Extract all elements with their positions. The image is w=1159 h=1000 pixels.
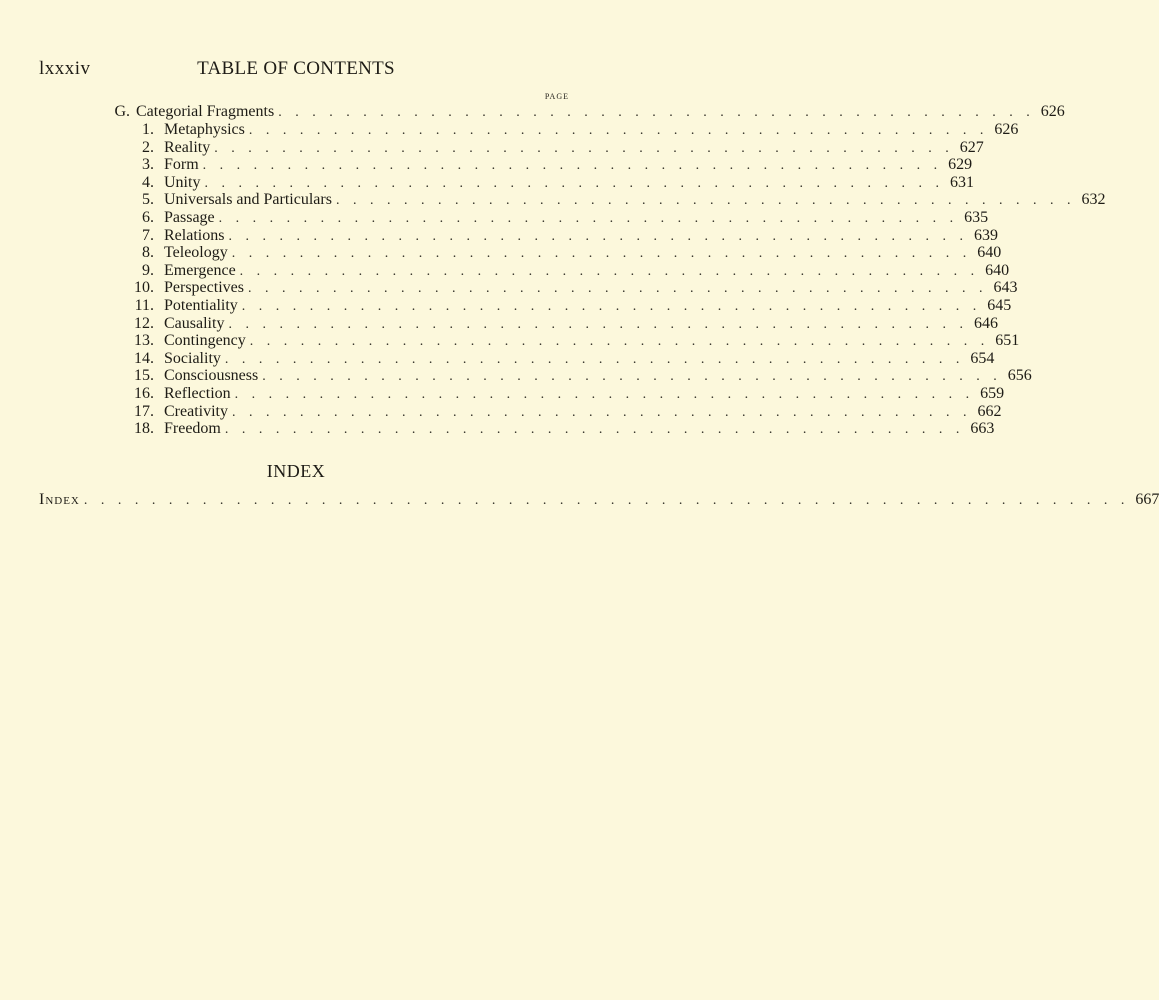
dot-leader: . . . . . . . . . . . . . . . . . . . . . . . . . . . . . . . . . . . . . . . . . . . . — [228, 316, 968, 332]
toc-item[interactable] — [108, 332, 1020, 350]
toc-item[interactable] — [108, 297, 1012, 315]
dot-leader: . . . . . . . . . . . . . . . . . . . . . . . . . . . . . . . . . . . . . . . . . . . . . — [278, 105, 1035, 120]
toc-item-number: 15. — [134, 367, 154, 385]
section-number: G. — [114, 103, 130, 120]
toc-item-number: 10. — [134, 279, 154, 297]
dot-leader: . . . . . . . . . . . . . . . . . . . . . . . . . . . . . . . . . . . . . . . . . . . . — [224, 351, 965, 367]
dot-leader: . . . . . . . . . . . . . . . . . . . . . . . . . . . . . . . . . . . . . . . . . . . . — [214, 140, 954, 156]
toc-item-number: 18. — [134, 420, 154, 438]
toc-item-page: 627 — [959, 138, 984, 156]
dot-leader: . . . . . . . . . . . . . . . . . . . . . . . . . . . . . . . . . . . . . . . . . . . . — [234, 387, 975, 402]
toc-item[interactable] — [108, 402, 1002, 421]
dot-leader: . . . . . . . . . . . . . . . . . . . . . . . . . . . . . . . . . . . . . . . . . . . . — [335, 193, 1076, 209]
toc-item-page: 659 — [980, 385, 1005, 402]
section-title: Categorial Fragments — [136, 103, 275, 120]
toc-item-page: 662 — [977, 402, 1002, 420]
page-column-label: PAGE — [544, 92, 569, 101]
toc-item[interactable] — [108, 314, 998, 333]
toc-item[interactable] — [108, 209, 989, 227]
toc-item-number: 12. — [134, 314, 154, 332]
toc-item-page: 640 — [977, 244, 1002, 262]
toc-item[interactable] — [108, 349, 995, 368]
toc-item-title: Creativity — [164, 402, 228, 420]
dot-leader: . . . . . . . . . . . . . . . . . . . . . . . . . . . . . . . . . . . . . . . . . . . . — [231, 404, 972, 420]
toc-item-number: 7. — [142, 226, 154, 244]
toc-item-number: 16. — [134, 385, 154, 402]
toc-item[interactable] — [108, 121, 1019, 139]
toc-item-number: 2. — [142, 138, 154, 156]
dot-leader: . . . . . . . . . . . . . . . . . . . . . . . . . . . . . . . . . . . . . . . . . . . . — [239, 263, 980, 279]
toc-item[interactable] — [108, 367, 1032, 385]
toc-item-title: Metaphysics — [164, 121, 245, 138]
toc-item-page: 631 — [949, 173, 974, 191]
toc-item-title: Universals and Particulars — [164, 191, 332, 209]
toc-item[interactable] — [108, 191, 1106, 209]
toc-item-page: 663 — [970, 420, 995, 438]
toc-item-page: 626 — [994, 121, 1019, 138]
toc-item[interactable] — [108, 261, 1010, 280]
toc-item-number: 8. — [142, 244, 154, 262]
dot-leader: . . . . . . . . . . . . . . . . . . . . . . . . . . . . . . . . . . . . . . . . . . . . — [248, 123, 989, 138]
toc-item-page: 646 — [973, 314, 998, 332]
toc-item-number: 6. — [142, 209, 154, 226]
toc-item-title: Teleology — [164, 244, 228, 262]
toc-item-number: 5. — [142, 191, 154, 209]
toc-item[interactable] — [108, 385, 1005, 403]
toc-item-page: 651 — [995, 332, 1020, 350]
dot-leader: . . . . . . . . . . . . . . . . . . . . . . . . . . . . . . . . . . . . . . . . . . . . — [228, 228, 968, 244]
index-heading: INDEX — [266, 461, 326, 481]
dot-leader: . . . . . . . . . . . . . . . . . . . . . . . . . . . . . . . . . . . . . . . . . . . . — [241, 299, 982, 314]
toc-item[interactable] — [108, 156, 973, 174]
toc-item-title: Contingency — [164, 332, 246, 350]
toc-item-title: Unity — [164, 173, 201, 191]
toc-item-page: 632 — [1081, 191, 1106, 209]
dot-leader: . . . . . . . . . . . . . . . . . . . . . . . . . . . . . . . . . . . . . . . . . . . . — [204, 175, 944, 191]
toc-item-page: 639 — [973, 226, 998, 244]
toc-item[interactable] — [108, 244, 1002, 262]
toc-item-page: 654 — [970, 349, 995, 367]
index-entry-title: Index — [39, 491, 80, 508]
toc-item-title: Passage — [164, 209, 215, 226]
dot-leader: . . . . . . . . . . . . . . . . . . . . . . . . . . . . . . . . . . . . . . . . . . . . — [224, 422, 965, 438]
toc-item-title: Sociality — [164, 349, 221, 367]
toc-item-number: 14. — [134, 349, 154, 367]
toc-item-title: Reflection — [164, 385, 231, 402]
toc-item-number: 17. — [134, 402, 154, 420]
toc-item[interactable] — [108, 173, 974, 192]
toc-item-title: Emergence — [164, 261, 236, 279]
toc-item-title: Potentiality — [164, 297, 238, 314]
toc-item[interactable] — [108, 138, 984, 157]
toc-item-title: Consciousness — [164, 367, 259, 385]
toc-item-number: 1. — [142, 121, 154, 138]
dot-leader: . . . . . . . . . . . . . . . . . . . . . . . . . . . . . . . . . . . . . . . . . . . . . . . . . . . . . . . . . . . . . . — [83, 493, 1130, 508]
section-page: 626 — [1040, 103, 1065, 120]
toc-item-page: 640 — [985, 261, 1010, 279]
toc-item[interactable] — [108, 420, 995, 438]
dot-leader: . . . . . . . . . . . . . . . . . . . . . . . . . . . . . . . . . . . . . . . . . . . . — [202, 158, 943, 174]
toc-item-title: Reality — [164, 138, 211, 156]
dot-leader: . . . . . . . . . . . . . . . . . . . . . . . . . . . . . . . . . . . . . . . . . . . . — [218, 211, 959, 226]
toc-item-title: Freedom — [164, 420, 221, 438]
toc-item-title: Causality — [164, 314, 225, 332]
dot-leader: . . . . . . . . . . . . . . . . . . . . . . . . . . . . . . . . . . . . . . . . . . . . — [249, 334, 990, 350]
page-number: lxxxiv — [39, 58, 91, 79]
toc-item-page: 645 — [987, 297, 1012, 314]
index-entry-page: 667 — [1135, 491, 1159, 508]
toc-item[interactable] — [108, 226, 998, 245]
running-title: TABLE OF CONTENTS — [197, 58, 395, 79]
toc-item-page: 629 — [948, 156, 973, 174]
toc-item-number: 9. — [142, 261, 154, 279]
toc-item-number: 11. — [134, 297, 154, 314]
toc-item-number: 13. — [134, 332, 154, 350]
toc-item-title: Perspectives — [164, 279, 244, 297]
toc-item[interactable] — [108, 279, 1018, 297]
dot-leader: . . . . . . . . . . . . . . . . . . . . . . . . . . . . . . . . . . . . . . . . . . . . — [231, 246, 972, 262]
toc-item-page: 643 — [993, 279, 1018, 297]
toc-item-number: 4. — [142, 173, 154, 191]
dot-leader: . . . . . . . . . . . . . . . . . . . . . . . . . . . . . . . . . . . . . . . . . . . . — [247, 281, 988, 297]
toc-item-title: Form — [164, 156, 199, 174]
toc-item-page: 635 — [964, 209, 989, 226]
toc-index-entry[interactable] — [39, 491, 1159, 509]
toc-item-number: 3. — [142, 156, 154, 174]
toc-section-g[interactable] — [108, 103, 1065, 121]
dot-leader: . . . . . . . . . . . . . . . . . . . . . . . . . . . . . . . . . . . . . . . . . . . . — [262, 369, 1002, 385]
toc-item-page: 656 — [1007, 367, 1032, 385]
toc-item-title: Relations — [164, 226, 225, 244]
